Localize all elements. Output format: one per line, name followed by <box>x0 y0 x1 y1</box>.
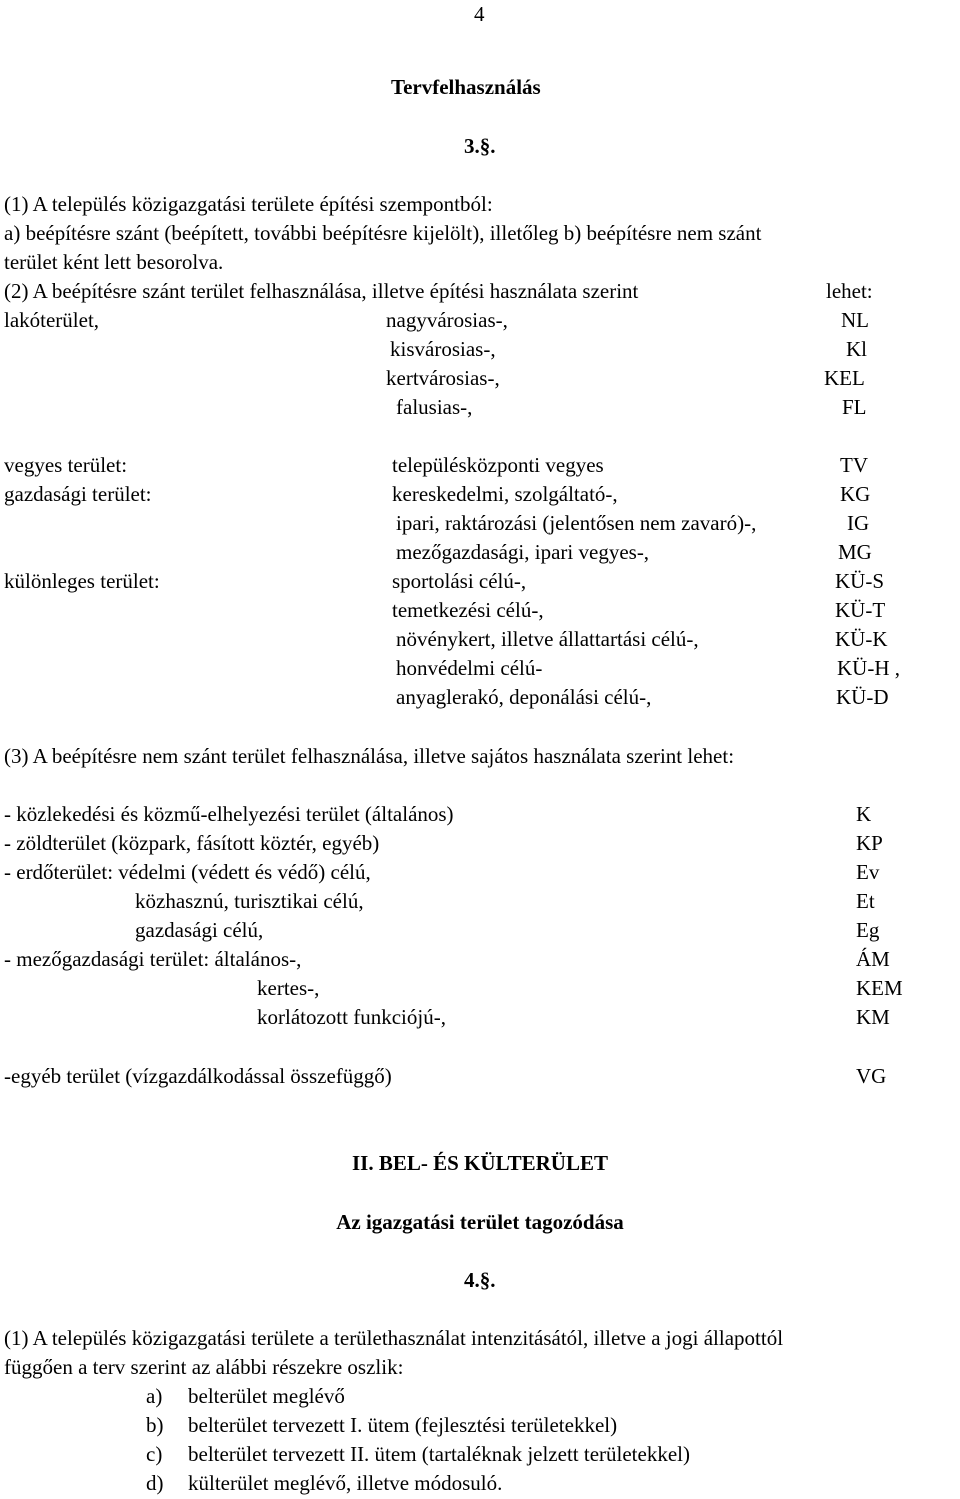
land-use-label: -egyéb terület (vízgazdálkodással összefüggő) <box>4 1064 392 1088</box>
land-use-label: növénykert, illetve állattartási célú-, <box>396 627 699 651</box>
list-item: belterület tervezett I. ütem (fejlesztési területekkel) <box>188 1413 618 1437</box>
land-use-label: ipari, raktározási (jelentősen nem zavaró)-, <box>396 511 757 535</box>
land-use-code: Et <box>856 889 875 913</box>
land-use-label: - erdőterület: védelmi (védett és védő) célú, <box>4 860 371 884</box>
section-2-paragraph-line-2: függően a terv szerint az alábbi részekre oszlik: <box>4 1355 404 1379</box>
section-heading: Tervfelhasználás <box>391 75 541 99</box>
land-use-code: KÜ-D <box>836 685 889 709</box>
paragraph-2-lehet: lehet: <box>826 279 873 303</box>
land-use-code: KP <box>856 831 883 855</box>
land-use-label: honvédelmi célú- <box>396 656 543 680</box>
land-use-label: - zöldterület (közpark, fásított köztér, egyéb) <box>4 831 380 855</box>
paragraph-2-intro: (2) A beépítésre szánt terület felhasználása, illetve építési használata szerint <box>4 279 639 303</box>
land-use-code: MG <box>838 540 872 564</box>
land-use-code: Ev <box>856 860 880 884</box>
land-use-label: mezőgazdasági, ipari vegyes-, <box>396 540 650 564</box>
land-use-label: kertvárosias-, <box>386 366 500 390</box>
paragraph-1-line-1: (1) A település közigazgatási területe építési szempontból: <box>4 192 493 216</box>
category-label: vegyes terület: <box>4 453 128 477</box>
land-use-label: korlátozott funkciójú-, <box>257 1005 446 1029</box>
land-use-label: településközponti vegyes <box>392 453 604 477</box>
list-marker: b) <box>146 1413 164 1437</box>
land-use-label: kertes-, <box>257 976 320 1000</box>
list-marker: d) <box>146 1471 164 1495</box>
land-use-label: közhasznú, turisztikai célú, <box>135 889 364 913</box>
section-2-paragraph-line-1: (1) A település közigazgatási területe a területhasználat intenzitásától, illetve a jogi állapottól <box>4 1326 784 1350</box>
chapter-heading: II. BEL- ÉS KÜLTERÜLET <box>352 1151 608 1175</box>
land-use-code: KÜ-H , <box>837 656 900 680</box>
land-use-code: KM <box>856 1005 890 1029</box>
category-label: különleges terület: <box>4 569 160 593</box>
paragraph-3-intro: (3) A beépítésre nem szánt terület felhasználása, illetve sajátos használata szerint lehet: <box>4 744 735 768</box>
land-use-code: KEL <box>824 366 865 390</box>
paragraph-1-line-3: terület ként lett besorolva. <box>4 250 224 274</box>
land-use-code: Eg <box>856 918 880 942</box>
paragraph-1-line-2: a) beépítésre szánt (beépített, további beépítésre kijelölt), illetőleg b) beépítésre nem szánt <box>4 221 762 245</box>
list-marker: c) <box>146 1442 163 1466</box>
category-label: lakóterület, <box>4 308 100 332</box>
land-use-code: KEM <box>856 976 903 1000</box>
land-use-label: nagyvárosias-, <box>386 308 508 332</box>
paragraph-number: 4.§. <box>464 1268 496 1292</box>
land-use-code: K <box>856 802 872 826</box>
land-use-label: gazdasági célú, <box>135 918 264 942</box>
land-use-code: VG <box>856 1064 887 1088</box>
land-use-code: NL <box>841 308 869 332</box>
land-use-code: ÁM <box>856 947 890 971</box>
paragraph-number: 3.§. <box>464 134 496 158</box>
land-use-label: anyaglerakó, deponálási célú-, <box>396 685 652 709</box>
land-use-label: kisvárosias-, <box>390 337 496 361</box>
land-use-label: temetkezési célú-, <box>392 598 544 622</box>
category-label: gazdasági terület: <box>4 482 152 506</box>
land-use-code: Kl <box>846 337 867 361</box>
page-number: 4 <box>474 2 485 26</box>
list-item: külterület meglévő, illetve módosuló. <box>188 1471 503 1495</box>
land-use-code: FL <box>842 395 867 419</box>
list-marker: a) <box>146 1384 163 1408</box>
list-item: belterület tervezett II. ütem (tartaléknak jelzett területekkel) <box>188 1442 690 1466</box>
land-use-code: KÜ-K <box>835 627 888 651</box>
land-use-code: IG <box>847 511 870 535</box>
land-use-label: - közlekedési és közmű-elhelyezési terület (általános) <box>4 802 454 826</box>
land-use-label: - mezőgazdasági terület: általános-, <box>4 947 302 971</box>
land-use-code: KÜ-S <box>835 569 885 593</box>
land-use-code: KG <box>840 482 871 506</box>
list-item: belterület meglévő <box>188 1384 345 1408</box>
land-use-label: kereskedelmi, szolgáltató-, <box>392 482 618 506</box>
land-use-code: KÜ-T <box>835 598 886 622</box>
land-use-code: TV <box>840 453 868 477</box>
land-use-label: sportolási célú-, <box>392 569 527 593</box>
land-use-label: falusias-, <box>396 395 473 419</box>
chapter-subheading: Az igazgatási terület tagozódása <box>336 1210 624 1234</box>
